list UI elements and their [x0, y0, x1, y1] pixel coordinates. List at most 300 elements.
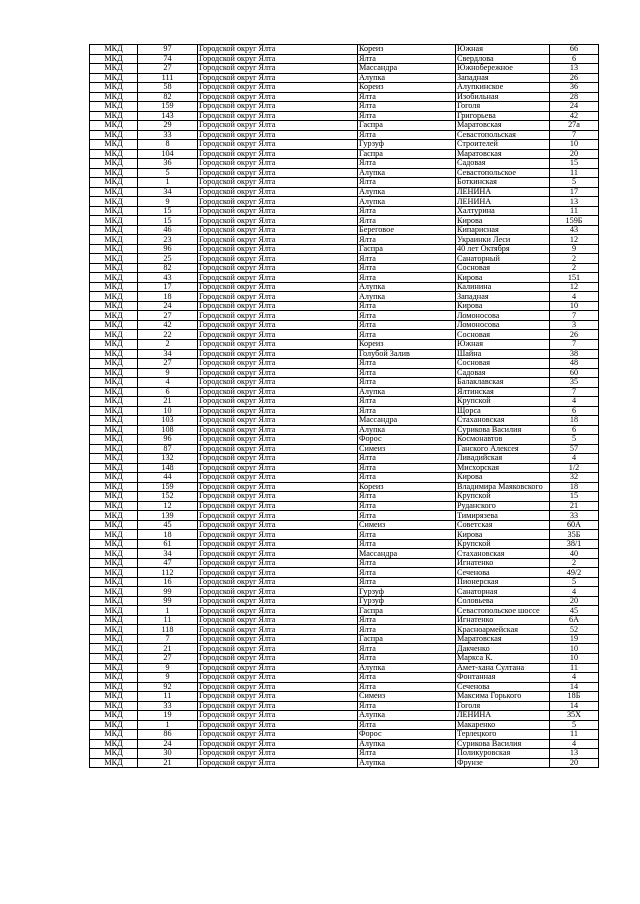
- locality-cell: Алупка: [358, 739, 456, 749]
- table-row: [90, 244, 599, 254]
- table-row: [90, 625, 599, 635]
- type-cell: МКД: [90, 301, 138, 311]
- locality-cell: Алупка: [358, 663, 456, 673]
- house-cell: 35Х: [550, 711, 599, 721]
- street-cell: Соловьева: [456, 596, 550, 606]
- locality-cell: Алупка: [358, 282, 456, 292]
- type-cell: МКД: [90, 111, 138, 121]
- type-cell: МКД: [90, 359, 138, 369]
- district-cell: Городской округ Ялта: [198, 216, 358, 226]
- type-cell: МКД: [90, 406, 138, 416]
- number-cell: 27: [138, 359, 198, 369]
- table-row: [90, 282, 599, 292]
- type-cell: МКД: [90, 263, 138, 273]
- number-cell: 33: [138, 130, 198, 140]
- locality-cell: Ялта: [358, 568, 456, 578]
- locality-cell: Ялта: [358, 492, 456, 502]
- number-cell: 118: [138, 625, 198, 635]
- type-cell: МКД: [90, 682, 138, 692]
- table-row: [90, 64, 599, 74]
- number-cell: 103: [138, 416, 198, 426]
- house-cell: 13: [550, 64, 599, 74]
- number-cell: 1: [138, 606, 198, 616]
- type-cell: МКД: [90, 159, 138, 169]
- district-cell: Городской округ Ялта: [198, 606, 358, 616]
- number-cell: 25: [138, 254, 198, 264]
- street-cell: Григорьева: [456, 111, 550, 121]
- type-cell: МКД: [90, 730, 138, 740]
- table-row: [90, 178, 599, 188]
- house-cell: 26: [550, 73, 599, 83]
- table-row: [90, 520, 599, 530]
- street-cell: Севастопольское шоссе: [456, 606, 550, 616]
- street-cell: Ялтинская: [456, 387, 550, 397]
- table-row: [90, 463, 599, 473]
- type-cell: МКД: [90, 339, 138, 349]
- type-cell: МКД: [90, 330, 138, 340]
- table-row: [90, 73, 599, 83]
- district-cell: Городской округ Ялта: [198, 387, 358, 397]
- house-cell: 151: [550, 273, 599, 283]
- type-cell: МКД: [90, 663, 138, 673]
- number-cell: 96: [138, 435, 198, 445]
- district-cell: Городской округ Ялта: [198, 73, 358, 83]
- number-cell: 11: [138, 615, 198, 625]
- locality-cell: Ялта: [358, 320, 456, 330]
- locality-cell: Ялта: [358, 749, 456, 759]
- type-cell: МКД: [90, 64, 138, 74]
- house-cell: 5: [550, 720, 599, 730]
- table-row: [90, 701, 599, 711]
- house-cell: 5: [550, 178, 599, 188]
- table-row: [90, 140, 599, 150]
- street-cell: Крупской: [456, 397, 550, 407]
- street-cell: Сурикова Василия: [456, 425, 550, 435]
- district-cell: Городской округ Ялта: [198, 435, 358, 445]
- type-cell: МКД: [90, 539, 138, 549]
- table-row: [90, 330, 599, 340]
- street-cell: Фрунзе: [456, 758, 550, 768]
- street-cell: Игнатенко: [456, 558, 550, 568]
- table-row: [90, 83, 599, 93]
- house-cell: 10: [550, 644, 599, 654]
- street-cell: Макаренко: [456, 720, 550, 730]
- locality-cell: Ялта: [358, 206, 456, 216]
- locality-cell: Ялта: [358, 673, 456, 683]
- type-cell: МКД: [90, 482, 138, 492]
- street-cell: Строителей: [456, 140, 550, 150]
- street-cell: Кирова: [456, 216, 550, 226]
- number-cell: 23: [138, 235, 198, 245]
- table-body: [90, 45, 599, 768]
- house-cell: 48: [550, 359, 599, 369]
- district-cell: Городской округ Ялта: [198, 416, 358, 426]
- house-cell: 12: [550, 235, 599, 245]
- table-row: [90, 454, 599, 464]
- district-cell: Городской округ Ялта: [198, 320, 358, 330]
- number-cell: 139: [138, 511, 198, 521]
- locality-cell: Алупка: [358, 758, 456, 768]
- number-cell: 19: [138, 711, 198, 721]
- type-cell: МКД: [90, 435, 138, 445]
- type-cell: МКД: [90, 720, 138, 730]
- house-cell: 20: [550, 596, 599, 606]
- locality-cell: Ялта: [358, 558, 456, 568]
- house-cell: 32: [550, 473, 599, 483]
- table-row: [90, 530, 599, 540]
- district-cell: Городской округ Ялта: [198, 111, 358, 121]
- house-cell: 42: [550, 111, 599, 121]
- house-cell: 18Б: [550, 692, 599, 702]
- number-cell: 15: [138, 206, 198, 216]
- type-cell: МКД: [90, 320, 138, 330]
- number-cell: 27: [138, 654, 198, 664]
- house-cell: 13: [550, 749, 599, 759]
- number-cell: 9: [138, 368, 198, 378]
- district-cell: Городской округ Ялта: [198, 730, 358, 740]
- locality-cell: Береговое: [358, 225, 456, 235]
- number-cell: 34: [138, 349, 198, 359]
- table-row: [90, 378, 599, 388]
- house-cell: 18: [550, 482, 599, 492]
- table-row: [90, 416, 599, 426]
- house-cell: 36: [550, 83, 599, 93]
- number-cell: 10: [138, 406, 198, 416]
- street-cell: Мисхорская: [456, 463, 550, 473]
- street-cell: Пионерская: [456, 577, 550, 587]
- house-cell: 20: [550, 758, 599, 768]
- locality-cell: Алупка: [358, 168, 456, 178]
- house-cell: 7: [550, 339, 599, 349]
- street-cell: Советская: [456, 520, 550, 530]
- type-cell: МКД: [90, 711, 138, 721]
- table-row: [90, 359, 599, 369]
- house-cell: 26: [550, 330, 599, 340]
- house-cell: 35Б: [550, 530, 599, 540]
- house-cell: 27а: [550, 121, 599, 131]
- type-cell: МКД: [90, 587, 138, 597]
- locality-cell: Ялта: [358, 111, 456, 121]
- table-row: [90, 301, 599, 311]
- table-row: [90, 168, 599, 178]
- number-cell: 17: [138, 282, 198, 292]
- number-cell: 33: [138, 701, 198, 711]
- number-cell: 1: [138, 720, 198, 730]
- locality-cell: Ялта: [358, 235, 456, 245]
- street-cell: Поликуровская: [456, 749, 550, 759]
- locality-cell: Алупка: [358, 73, 456, 83]
- house-cell: 6: [550, 54, 599, 64]
- district-cell: Городской округ Ялта: [198, 444, 358, 454]
- locality-cell: Алупка: [358, 387, 456, 397]
- street-cell: Южная: [456, 339, 550, 349]
- table-row: [90, 111, 599, 121]
- locality-cell: Гаспра: [358, 606, 456, 616]
- table-row: [90, 501, 599, 511]
- district-cell: Городской округ Ялта: [198, 254, 358, 264]
- house-cell: 7: [550, 311, 599, 321]
- number-cell: 30: [138, 749, 198, 759]
- table-row: [90, 54, 599, 64]
- street-cell: Кирова: [456, 273, 550, 283]
- district-cell: Городской округ Ялта: [198, 720, 358, 730]
- number-cell: 86: [138, 730, 198, 740]
- type-cell: МКД: [90, 140, 138, 150]
- type-cell: МКД: [90, 73, 138, 83]
- district-cell: Городской округ Ялта: [198, 634, 358, 644]
- number-cell: 18: [138, 292, 198, 302]
- house-cell: 11: [550, 730, 599, 740]
- type-cell: МКД: [90, 444, 138, 454]
- house-cell: 159Б: [550, 216, 599, 226]
- table-row: [90, 473, 599, 483]
- street-cell: Амет-хана Султана: [456, 663, 550, 673]
- number-cell: 82: [138, 92, 198, 102]
- table-row: [90, 663, 599, 673]
- house-cell: 2: [550, 254, 599, 264]
- locality-cell: Ялта: [358, 701, 456, 711]
- number-cell: 11: [138, 692, 198, 702]
- number-cell: 24: [138, 301, 198, 311]
- district-cell: Городской округ Ялта: [198, 54, 358, 64]
- type-cell: МКД: [90, 558, 138, 568]
- district-cell: Городской округ Ялта: [198, 711, 358, 721]
- street-cell: Халтурина: [456, 206, 550, 216]
- number-cell: 159: [138, 482, 198, 492]
- locality-cell: Ялта: [358, 511, 456, 521]
- house-cell: 5: [550, 577, 599, 587]
- number-cell: 44: [138, 473, 198, 483]
- street-cell: Боткинская: [456, 178, 550, 188]
- type-cell: МКД: [90, 216, 138, 226]
- district-cell: Городской округ Ялта: [198, 206, 358, 216]
- locality-cell: Симеиз: [358, 692, 456, 702]
- type-cell: МКД: [90, 596, 138, 606]
- number-cell: 45: [138, 520, 198, 530]
- house-cell: 11: [550, 168, 599, 178]
- house-cell: 4: [550, 292, 599, 302]
- locality-cell: Ялта: [358, 473, 456, 483]
- locality-cell: Ялта: [358, 625, 456, 635]
- street-cell: Севастопольское: [456, 168, 550, 178]
- district-cell: Городской округ Ялта: [198, 625, 358, 635]
- type-cell: МКД: [90, 225, 138, 235]
- street-cell: Дакченко: [456, 644, 550, 654]
- street-cell: Западная: [456, 73, 550, 83]
- house-cell: 5: [550, 435, 599, 445]
- locality-cell: Ялта: [358, 406, 456, 416]
- house-cell: 9: [550, 244, 599, 254]
- district-cell: Городской округ Ялта: [198, 568, 358, 578]
- number-cell: 99: [138, 596, 198, 606]
- street-cell: Балаклавская: [456, 378, 550, 388]
- street-cell: Гоголя: [456, 102, 550, 112]
- district-cell: Городской округ Ялта: [198, 406, 358, 416]
- type-cell: МКД: [90, 416, 138, 426]
- table-row: [90, 292, 599, 302]
- street-cell: Гоголя: [456, 701, 550, 711]
- table-row: [90, 254, 599, 264]
- house-cell: 33: [550, 511, 599, 521]
- locality-cell: Ялта: [358, 577, 456, 587]
- table-row: [90, 644, 599, 654]
- locality-cell: Ялта: [358, 397, 456, 407]
- number-cell: 22: [138, 330, 198, 340]
- number-cell: 97: [138, 45, 198, 55]
- type-cell: МКД: [90, 54, 138, 64]
- street-cell: Сурикова Василия: [456, 739, 550, 749]
- locality-cell: Ялта: [358, 654, 456, 664]
- locality-cell: Ялта: [358, 130, 456, 140]
- type-cell: МКД: [90, 102, 138, 112]
- table-row: [90, 730, 599, 740]
- street-cell: Маркса К.: [456, 654, 550, 664]
- table-row: [90, 121, 599, 131]
- table-row: [90, 130, 599, 140]
- district-cell: Городской округ Ялта: [198, 397, 358, 407]
- street-cell: Сеченова: [456, 682, 550, 692]
- district-cell: Городской округ Ялта: [198, 263, 358, 273]
- number-cell: 8: [138, 140, 198, 150]
- district-cell: Городской округ Ялта: [198, 45, 358, 55]
- district-cell: Городской округ Ялта: [198, 244, 358, 254]
- house-cell: 6: [550, 425, 599, 435]
- type-cell: МКД: [90, 425, 138, 435]
- house-cell: 11: [550, 206, 599, 216]
- number-cell: 9: [138, 197, 198, 207]
- district-cell: Городской округ Ялта: [198, 159, 358, 169]
- house-cell: 57: [550, 444, 599, 454]
- number-cell: 148: [138, 463, 198, 473]
- table-row: [90, 397, 599, 407]
- house-cell: 10: [550, 301, 599, 311]
- locality-cell: Ялта: [358, 720, 456, 730]
- house-cell: 49/2: [550, 568, 599, 578]
- house-cell: 60А: [550, 520, 599, 530]
- street-cell: Космонавтов: [456, 435, 550, 445]
- locality-cell: Ялта: [358, 378, 456, 388]
- table-row: [90, 311, 599, 321]
- number-cell: 47: [138, 558, 198, 568]
- district-cell: Городской округ Ялта: [198, 102, 358, 112]
- house-cell: 2: [550, 263, 599, 273]
- table-row: [90, 197, 599, 207]
- number-cell: 58: [138, 83, 198, 93]
- type-cell: МКД: [90, 520, 138, 530]
- number-cell: 21: [138, 397, 198, 407]
- type-cell: МКД: [90, 206, 138, 216]
- table-row: [90, 654, 599, 664]
- table-row: [90, 615, 599, 625]
- locality-cell: Ялта: [358, 92, 456, 102]
- street-cell: Сосновая: [456, 263, 550, 273]
- street-cell: Южнобережное: [456, 64, 550, 74]
- house-cell: 18: [550, 416, 599, 426]
- number-cell: 24: [138, 739, 198, 749]
- number-cell: 152: [138, 492, 198, 502]
- house-cell: 52: [550, 625, 599, 635]
- locality-cell: Ялта: [358, 682, 456, 692]
- locality-cell: Алупка: [358, 197, 456, 207]
- district-cell: Городской округ Ялта: [198, 330, 358, 340]
- district-cell: Городской округ Ялта: [198, 92, 358, 102]
- street-cell: Украинки Леси: [456, 235, 550, 245]
- table-row: [90, 263, 599, 273]
- locality-cell: Голубой Залив: [358, 349, 456, 359]
- table-row: [90, 692, 599, 702]
- table-row: [90, 749, 599, 759]
- number-cell: 9: [138, 663, 198, 673]
- type-cell: МКД: [90, 121, 138, 131]
- street-cell: Фонтанная: [456, 673, 550, 683]
- district-cell: Городской округ Ялта: [198, 596, 358, 606]
- type-cell: МКД: [90, 368, 138, 378]
- table-row: [90, 673, 599, 683]
- street-cell: Алупкинское: [456, 83, 550, 93]
- table-row: [90, 149, 599, 159]
- table-row: [90, 711, 599, 721]
- house-cell: 4: [550, 587, 599, 597]
- locality-cell: Алупка: [358, 292, 456, 302]
- district-cell: Городской округ Ялта: [198, 187, 358, 197]
- district-cell: Городской округ Ялта: [198, 140, 358, 150]
- number-cell: 74: [138, 54, 198, 64]
- house-cell: 12: [550, 282, 599, 292]
- type-cell: МКД: [90, 701, 138, 711]
- type-cell: МКД: [90, 83, 138, 93]
- type-cell: МКД: [90, 130, 138, 140]
- number-cell: 34: [138, 187, 198, 197]
- table-row: [90, 568, 599, 578]
- locality-cell: Кореиз: [358, 482, 456, 492]
- number-cell: 132: [138, 454, 198, 464]
- type-cell: МКД: [90, 577, 138, 587]
- table-row: [90, 558, 599, 568]
- type-cell: МКД: [90, 463, 138, 473]
- street-cell: Санаторный: [456, 254, 550, 264]
- number-cell: 4: [138, 378, 198, 388]
- house-cell: 15: [550, 492, 599, 502]
- street-cell: Ганского Алексея: [456, 444, 550, 454]
- locality-cell: Массандра: [358, 64, 456, 74]
- locality-cell: Ялта: [358, 254, 456, 264]
- district-cell: Городской округ Ялта: [198, 292, 358, 302]
- district-cell: Городской округ Ялта: [198, 149, 358, 159]
- district-cell: Городской округ Ялта: [198, 749, 358, 759]
- table-row: [90, 492, 599, 502]
- type-cell: МКД: [90, 397, 138, 407]
- table-row: [90, 349, 599, 359]
- locality-cell: Ялта: [358, 178, 456, 188]
- type-cell: МКД: [90, 511, 138, 521]
- district-cell: Городской округ Ялта: [198, 501, 358, 511]
- street-cell: Шайна: [456, 349, 550, 359]
- street-cell: Изобильная: [456, 92, 550, 102]
- district-cell: Городской округ Ялта: [198, 654, 358, 664]
- type-cell: МКД: [90, 254, 138, 264]
- locality-cell: Ялта: [358, 368, 456, 378]
- street-cell: Сосновая: [456, 359, 550, 369]
- number-cell: 21: [138, 644, 198, 654]
- street-cell: Калинина: [456, 282, 550, 292]
- street-cell: Южная: [456, 45, 550, 55]
- locality-cell: Массандра: [358, 416, 456, 426]
- locality-cell: Ялта: [358, 644, 456, 654]
- street-cell: Тимирязева: [456, 511, 550, 521]
- number-cell: 29: [138, 121, 198, 131]
- type-cell: МКД: [90, 606, 138, 616]
- district-cell: Городской округ Ялта: [198, 349, 358, 359]
